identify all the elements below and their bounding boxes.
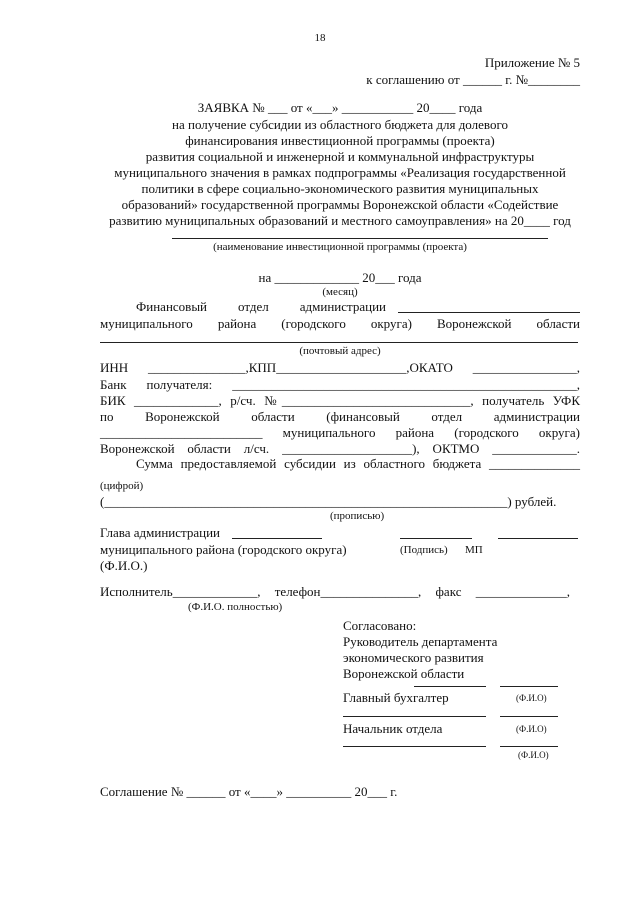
heading-line: развития социальной и инженерной и коммунальной инфраструктуры — [145, 149, 535, 164]
month-caption: (месяц) — [322, 286, 358, 298]
personal-account-line: Воронежской области л/сч. ____________________), ОКТМО _____________. — [100, 441, 580, 456]
postal-address-caption: (почтовый адрес) — [299, 345, 381, 357]
program-name-caption: (наименование инвестиционной программы (проекта) — [213, 241, 467, 253]
heading-line: образований» государственной программы Воронежской области «Содействие — [121, 197, 559, 212]
chief-accountant-fio-line — [500, 686, 558, 687]
inn-kpp-okato-line: ИНН _______________,КПП____________________,ОКАТО ________________, — [100, 360, 580, 375]
approval-line: Воронежской области — [343, 666, 465, 681]
subsidy-sum-line: Сумма предоставляемой субсидии из областного бюджета ______________ — [136, 456, 580, 471]
page-number: 18 — [314, 32, 326, 44]
head-name-line — [232, 538, 322, 539]
heading-line: муниципального значения в рамках подпрограммы «Реализация государственной — [114, 165, 566, 180]
appendix-number: Приложение № 5 — [484, 55, 580, 70]
chief-accountant-line — [343, 716, 486, 717]
executor-caption: (Ф.И.О. полностью) — [188, 601, 283, 613]
recipient-line: Финансовый отдел администрации — [136, 299, 386, 314]
heading-line: политики в сфере социально-экономического развития муниципальных — [141, 181, 539, 196]
appendix-agreement-ref: к соглашению от ______ г. №________ — [366, 72, 580, 87]
head-signature-line — [400, 538, 472, 539]
application-title: ЗАЯВКА № ___ от «___» ___________ 20____ года — [197, 100, 483, 115]
extra-fio: (Ф.И.О) — [518, 750, 549, 760]
recipient-district-line: муниципального района (городского округа) Воронежской области — [100, 316, 580, 331]
head-district: муниципального района (городского округа) — [100, 542, 347, 557]
head-title: Глава администрации — [100, 525, 221, 540]
postal-address-line — [100, 342, 578, 343]
chief-accountant-signature-line — [414, 686, 486, 687]
dept-head-label: Начальник отдела — [343, 721, 443, 736]
sum-words-line: (______________________________________________________________) рублей. — [100, 494, 557, 509]
agreement-line: Соглашение № ______ от «____» __________ 20___ г. — [100, 784, 398, 799]
stamp-label: МП — [465, 544, 483, 556]
head-extra-line — [498, 538, 578, 539]
approval-line: Руководитель департамента — [343, 634, 498, 649]
heading-line: финансирования инвестиционной программы (проекта) — [185, 133, 495, 148]
chief-accountant-label: Главный бухгалтер — [343, 690, 449, 705]
bank-line: Банк получателя: _____________________________________________________, — [100, 377, 580, 392]
program-name-line — [172, 238, 548, 239]
sum-digits-caption: (цифрой) — [100, 480, 144, 492]
dept-head-line — [343, 746, 486, 747]
dept-head-fio-line — [500, 716, 558, 717]
head-fio-caption: (Ф.И.О.) — [100, 558, 148, 573]
dept-head-fio: (Ф.И.О) — [516, 724, 547, 734]
ufk-line: по Воронежской области (финансовый отдел администрации — [100, 409, 580, 424]
bik-account-line: БИК _____________, р/сч. №_____________________________, получатель УФК — [100, 393, 580, 408]
sum-words-caption: (прописью) — [330, 510, 385, 522]
district-line: _________________________ муниципального района (городского округа) — [100, 425, 580, 440]
approval-line: экономического развития — [343, 650, 484, 665]
month-line: на _____________ 20___ года — [258, 270, 422, 285]
heading-line: на получение субсидии из областного бюджета для долевого — [172, 117, 508, 132]
chief-accountant-fio: (Ф.И.О) — [516, 693, 547, 703]
approval-title: Согласовано: — [343, 618, 417, 633]
executor-line: Исполнитель_____________, телефон_______________, факс ______________, — [100, 584, 570, 599]
recipient-name-line — [398, 312, 580, 313]
signature-caption: (Подпись) — [400, 544, 448, 556]
heading-line: развитию муниципальных образований и местного самоуправления» на 20____ год — [109, 213, 571, 228]
extra-fio-line — [500, 746, 558, 747]
